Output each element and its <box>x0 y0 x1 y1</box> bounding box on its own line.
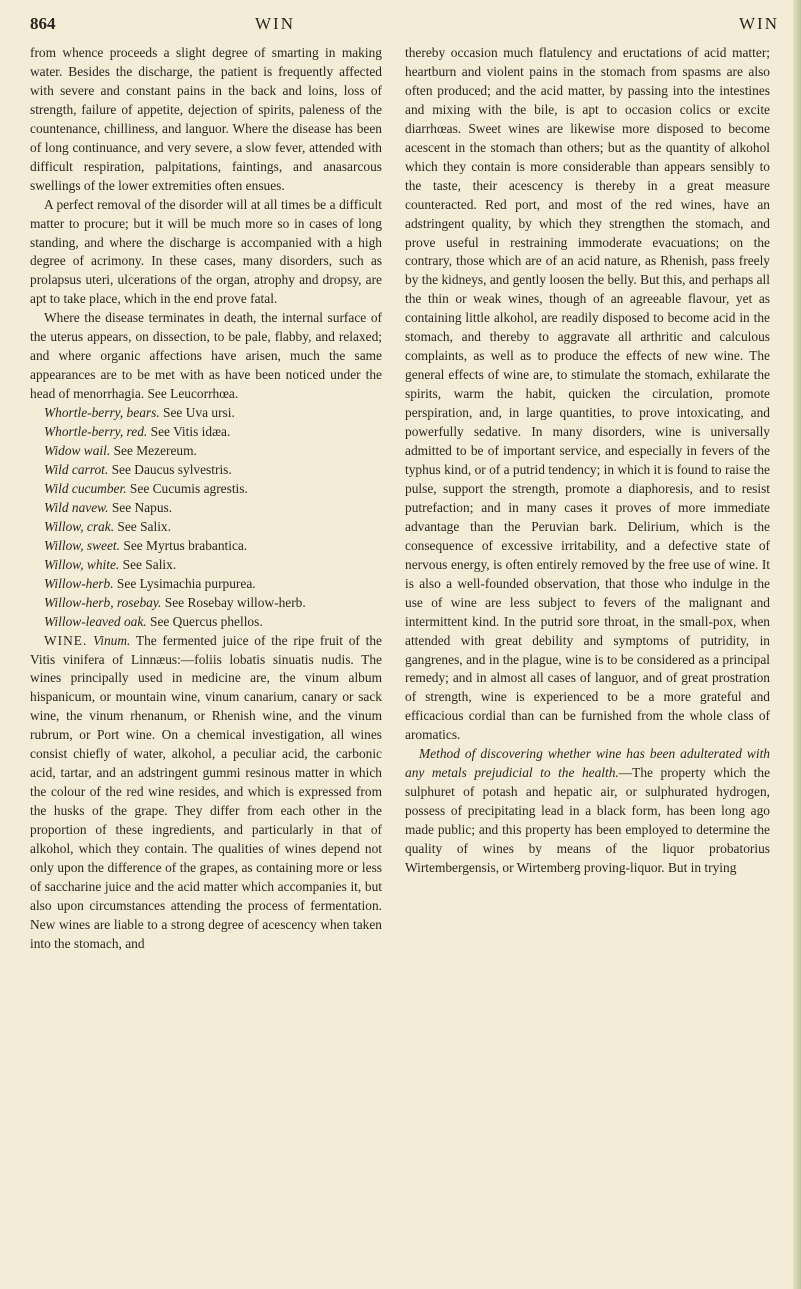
page-edge <box>793 0 801 1289</box>
right-column <box>405 44 770 878</box>
left-column <box>30 44 382 954</box>
entry-term: Willow-herb. <box>44 575 114 591</box>
running-head-right: WIN <box>739 14 779 33</box>
wine-entry <box>30 632 382 954</box>
entry-term: Willow, crak. <box>44 518 115 534</box>
entry-latin-name: Vinum. <box>93 632 131 648</box>
entry-term: Widow wail. <box>44 443 111 459</box>
entry-reference: See Uva ursi. <box>163 405 235 421</box>
entry-reference: See Rosebay willow-herb. <box>164 594 306 610</box>
dictionary-entry <box>30 442 382 461</box>
entry-reference: See Quercus phellos. <box>150 613 263 629</box>
page-header <box>30 14 779 40</box>
entry-reference: See Salix. <box>117 518 171 534</box>
paragraph-continued: from whence proceeds a slight degree of smarting in making water. Besides the discharge, the patient is frequently affected with severe and constant pains in the back and loins, loss of strength, failure of appetite, dejection of spirits, paleness of the countenance, chilliness, and languor. Where the disease has been of long continuance, and very severe, a slow fever, attended with difficult respiration, palpitations, faintings, and anasarcous swellings of the lower extremities often ensues. <box>30 45 382 193</box>
entry-reference: See Lysimachia purpurea. <box>116 575 256 591</box>
entry-term: Wild carrot. <box>44 461 109 477</box>
paragraph: A perfect removal of the disorder will at all times be a difficult matter to procure; but it will be much more so in cases of long standing, and where the discharge is accompanied with a high degree of acrimony. In these cases, many disorders, such as prolapsus uteri, ulcerations of the organ, atrophy and dropsy, are apt to take place, which in the end prove fatal. <box>30 196 382 307</box>
entry-reference: See Mezereum. <box>113 443 197 459</box>
entry-reference: See Cucumis agrestis. <box>129 480 248 496</box>
dictionary-entry <box>30 499 382 518</box>
paragraph: Where the disease terminates in death, the internal surface of the uterus appears, on dissection, to be pale, flabby, and relaxed; and where organic affections have arisen, much the same appearances are to be met with as have been noticed under the head of menorrhagia. See Leucorrhœa. <box>30 310 382 402</box>
paragraph <box>405 745 770 878</box>
dictionary-entry <box>30 480 382 499</box>
entry-reference: See Myrtus brabantica. <box>123 537 248 553</box>
entry-term: Whortle-berry, red. <box>44 424 148 440</box>
section-heading: Method of discovering whether wine has been adulterated with any metals prejudicial to the health. <box>405 746 770 781</box>
paragraph-continued: thereby occasion much flatulency and eructations of acid matter; heartburn and violent pains in the stomach from spasms are also often produced; and the acid matter, by passing into the intestines and mixing with the bile, is apt to occasion colics or excite diarrhœas. Sweet wines are likewise more disposed to become acescent in the stomach than others; but as the quantity of alkohol which they contain is more considerable than appears sensibly to the taste, their acescency is thereby in a great measure counteracted. Red port, and most of the red wines, have an adstringent quality, by which they strengthen the stomach, and prove useful in restraining immoderate evacuations; on the contrary, those which are of an acid nature, as Rhenish, pass freely by the kidneys, and gently loosen the belly. But this, and perhaps all the thin or weak wines, though of an agreeable flavour, yet as containing little alkohol, are readily disposed to become acid in the stomach, and thereby to aggravate all arthritic and calculous complaints, as well as to produce the effects of new wine. The general effects of wine are, to stimulate the stomach, exhilarate the spirits, warm the habit, quicken the circulation, promote perspiration, and, in large quantities, to prove intoxicating, and powerfully sedative. In many disorders, wine is universally admitted to be of important service, and especially in fevers of the typhus kind, or of a putrid tendency; in which it is found to raise the pulse, support the strength, promote a diaphoresis, and to resist putrefaction; and in many cases it proves of more immediate advantage than the Peruvian bark. Delirium, which is the consequence of excessive irritability, and a defective state of nervous energy, is often entirely removed by the free use of wine. It is also a well-founded observation, that those who indulge in the use of wine are less subject to fevers of the malignant and intermittent kind. In the putrid sore throat, in the small-pox, when attended with great debility and symptoms of putridity, in gangrenes, and in the plague, wine is to be considered as a principal remedy; and in almost all cases of languor, and of great prostration of strength, wine is experienced to be a more grateful and efficacious cordial than can be furnished from the whole class of aromatics. <box>405 45 770 743</box>
entry-term: Whortle-berry, bears. <box>44 405 160 421</box>
page-number: 864 <box>30 14 56 33</box>
dictionary-entry <box>30 518 382 537</box>
dictionary-entry <box>30 575 382 594</box>
entry-headword: WINE. <box>44 632 88 648</box>
entry-reference: See Vitis idæa. <box>150 424 231 440</box>
entry-term: Willow, sweet. <box>44 537 121 553</box>
entry-text: The fermented juice of the ripe fruit of the Vitis vinifera of Linnæus:—foliis lobatis sinuatis nudis. The wines principally used in medicine are, the vinum album hispanicum, or mountain wine, vinum canarium, canary or sack wine, the vinum rhenanum, or Rhenish wine, and the vinum rubrum, or Port wine. On a chemical investigation, all wines consist chiefly of water, alkohol, a peculiar acid, the carbonic acid, tartar, and an adstringent gummi resinous matter in which the colour of the red wine resides, and which is expressed from the husks of the grape. They differ from each other in the proportion of these ingredients, and particularly in that of alkohol, which they contain. The qualities of wines depend not only upon the difference of the grapes, as containing more or less of saccharine juice and the acid matter which accompanies it, but also upon circumstances attending the process of fermentation. New wines are liable to a strong degree of acescency when taken into the stomach, and <box>30 632 382 951</box>
entry-term: Wild navew. <box>44 499 109 515</box>
section-text: —The property which the sulphuret of potash and hepatic air, or sulphurated hydrogen, possess of precipitating lead in a black form, has been long ago made public; and this property has been employed to determine the quality of wines by means of the liquor probatorius Wirtembergensis, or Wirtemberg proving-liquor. But in trying <box>405 765 771 875</box>
dictionary-entry <box>30 556 382 575</box>
entry-term: Willow-herb, rosebay. <box>44 594 162 610</box>
dictionary-entry <box>30 461 382 480</box>
entry-term: Wild cucumber. <box>44 480 127 496</box>
entry-reference: See Daucus sylvestris. <box>111 461 232 477</box>
dictionary-entry <box>30 423 382 442</box>
dictionary-entry <box>30 613 382 632</box>
entry-term: Willow, white. <box>44 556 120 572</box>
entry-term: Willow-leaved oak. <box>44 613 147 629</box>
dictionary-entry <box>30 404 382 423</box>
dictionary-entry <box>30 537 382 556</box>
running-head-left: WIN <box>255 14 295 33</box>
dictionary-entry <box>30 594 382 613</box>
entry-reference: See Salix. <box>122 556 177 572</box>
entry-reference: See Napus. <box>111 499 173 515</box>
